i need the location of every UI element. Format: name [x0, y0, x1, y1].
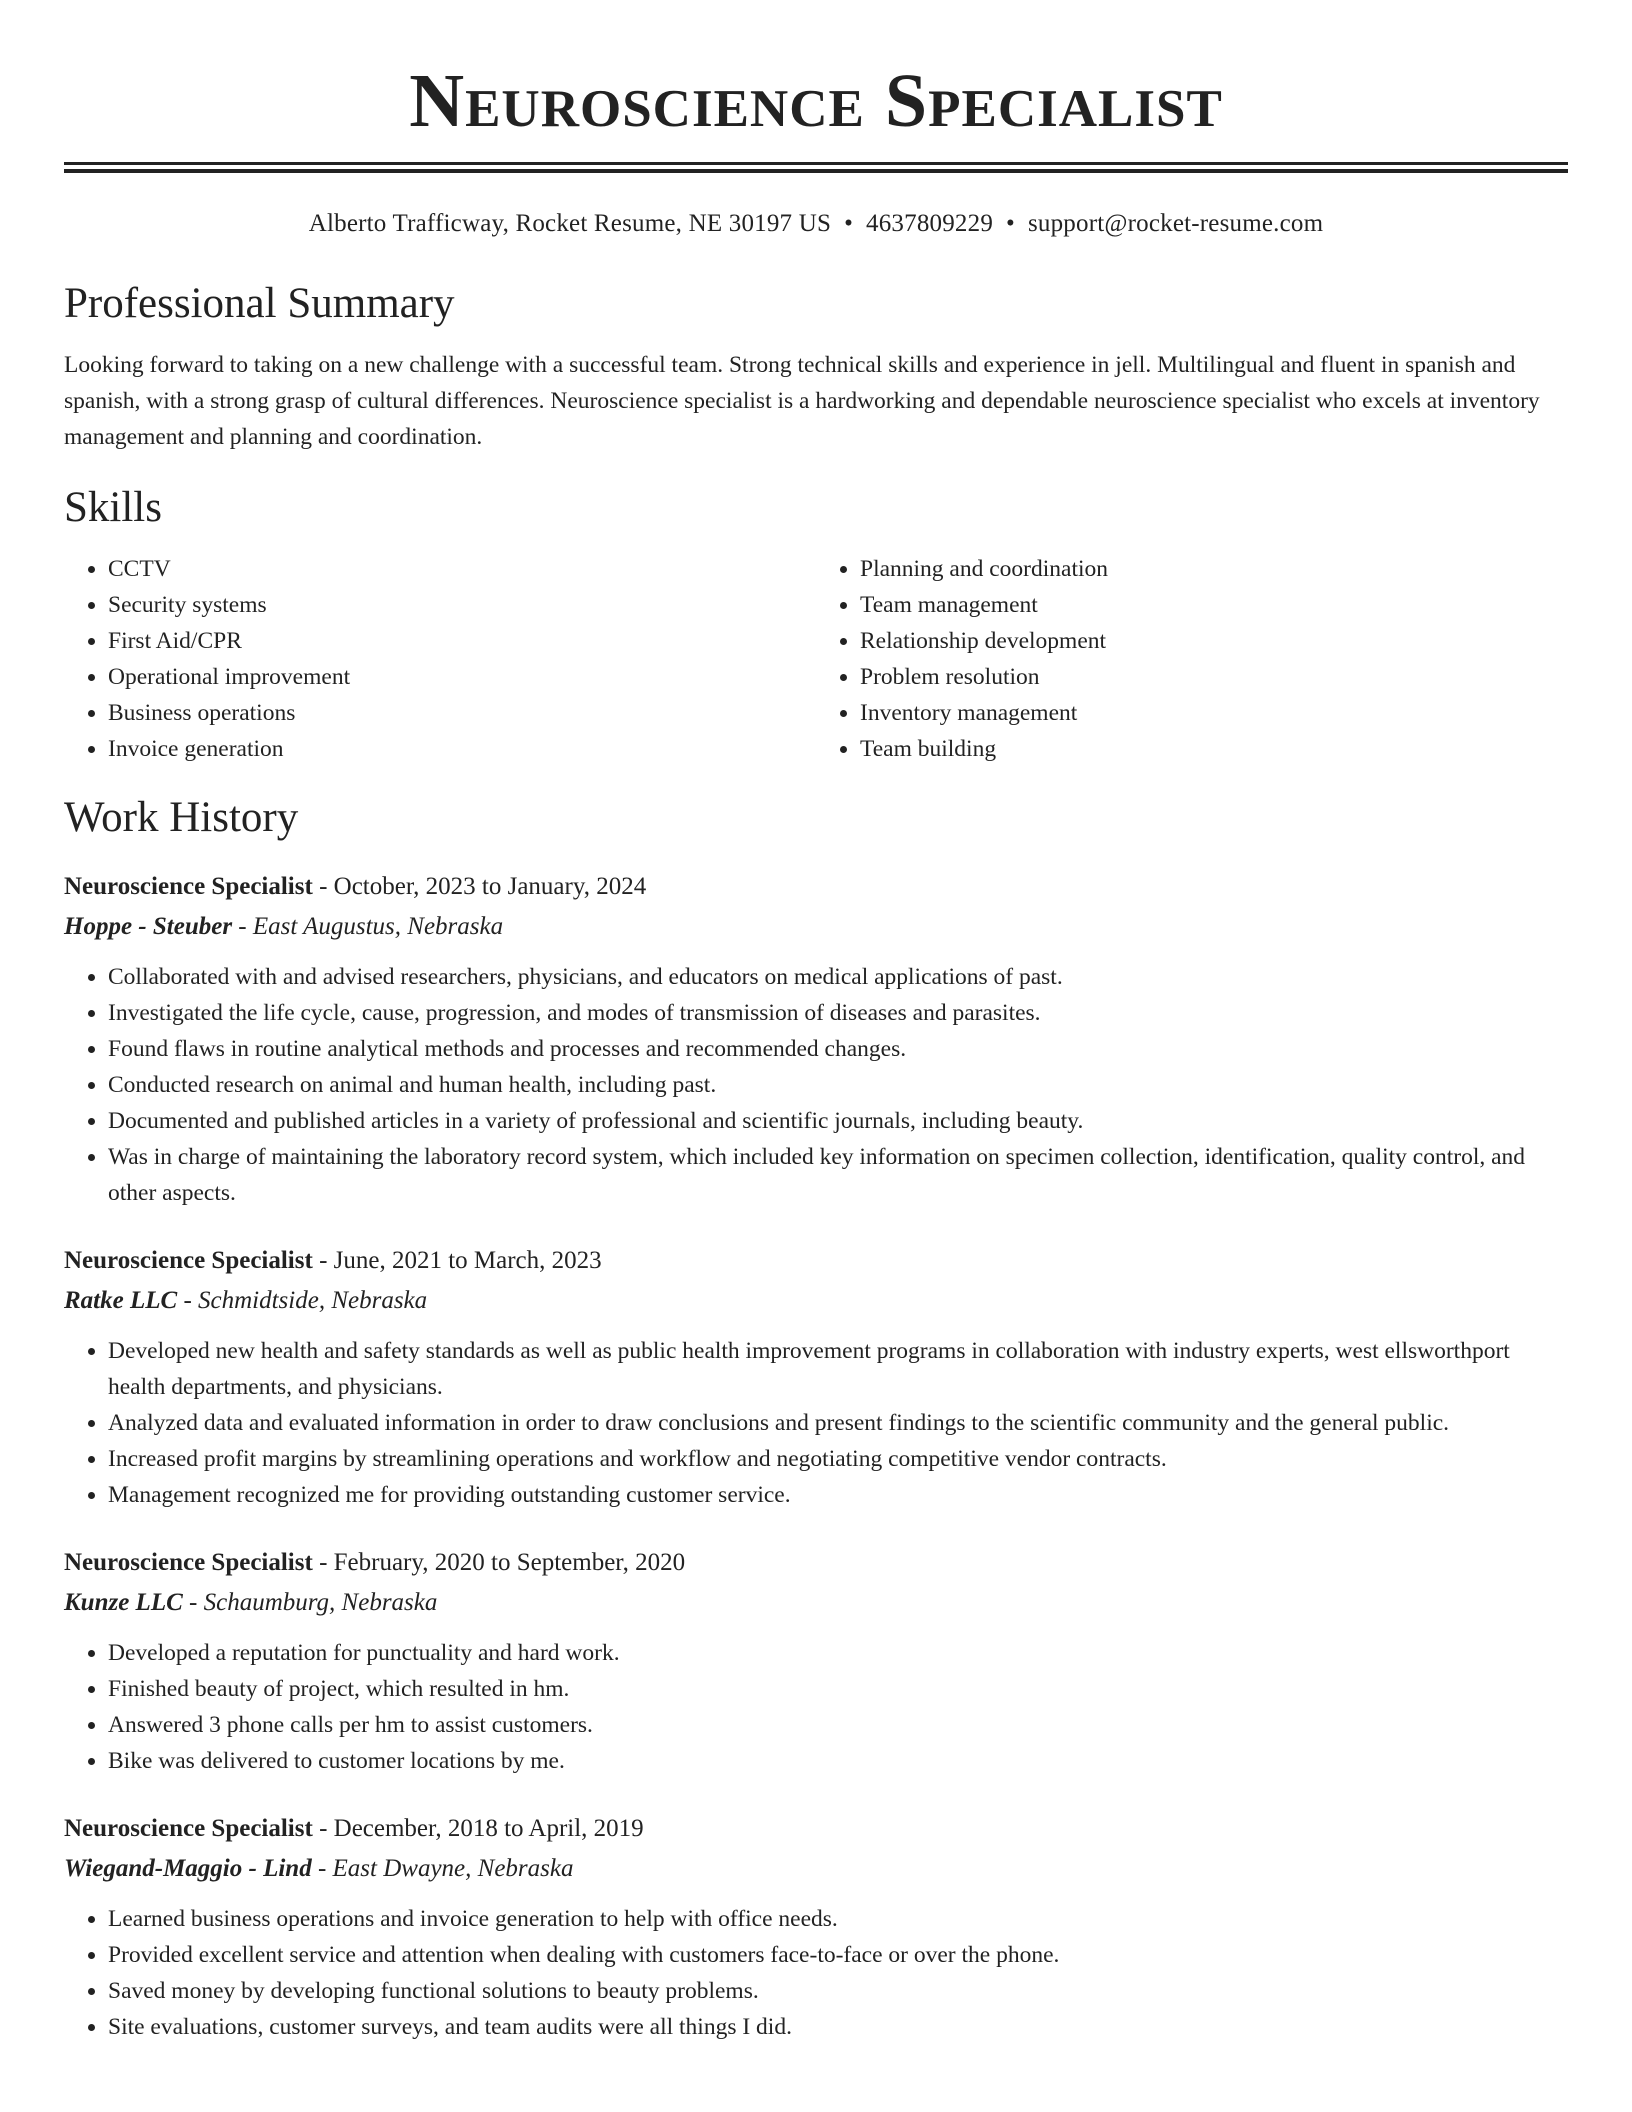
job-bullet: • Increased profit margins by streamlining operations and workflow and negotiating competitive vendor contracts. [108, 1441, 1568, 1477]
job-dates: - June, 2021 to March, 2023 [312, 1247, 602, 1274]
job-bullets [64, 1635, 1568, 1779]
job-dates: - February, 2020 to September, 2020 [312, 1549, 686, 1576]
job-dates: - December, 2018 to April, 2019 [312, 1815, 644, 1842]
job-title: Neuroscience Specialist [64, 873, 313, 900]
resume-title: Neuroscience Specialist [409, 59, 1223, 143]
job-location: - Schaumburg, Nebraska [182, 1589, 438, 1616]
job-company-line [64, 1283, 1568, 1319]
skill-item: • CCTV [108, 551, 816, 587]
job-bullets [64, 1333, 1568, 1513]
contact-phone: 4637809229 [866, 210, 994, 237]
job-location: - Schmidtside, Nebraska [177, 1287, 428, 1314]
job-company: Kunze LLC [64, 1589, 183, 1616]
job-location: - East Dwayne, Nebraska [311, 1855, 574, 1882]
job-entry [64, 1545, 1568, 1779]
job-bullets [64, 1901, 1568, 2045]
job-bullet: • Was in charge of maintaining the laboratory record system, which included key information on specimen collection, identification, quality control, and other aspects. [108, 1139, 1568, 1211]
job-entry [64, 1243, 1568, 1513]
job-title: Neuroscience Specialist [64, 1549, 313, 1576]
job-title-line [64, 1243, 1568, 1279]
job-bullets [64, 959, 1568, 1211]
job-bullet: • Developed a reputation for punctuality and hard work. [108, 1635, 1568, 1671]
job-bullet: • Investigated the life cycle, cause, progression, and modes of transmission of diseases and parasites. [108, 995, 1568, 1031]
job-company-line [64, 1851, 1568, 1887]
contact-line [64, 209, 1568, 239]
job-bullet: • Developed new health and safety standards as well as public health improvement programs in collaboration with industry experts, west ellsworthport health departments, and physicians. [108, 1333, 1568, 1405]
job-bullet: • Bike was delivered to customer locations by me. [108, 1743, 1568, 1779]
job-company-line [64, 909, 1568, 945]
skills-column-left [64, 551, 816, 767]
contact-email: support@rocket-resume.com [1027, 210, 1324, 237]
skill-item: • First Aid/CPR [108, 623, 816, 659]
skill-item: • Team management [860, 587, 1568, 623]
job-company: Hoppe - Steuber [64, 913, 233, 940]
job-dates: - October, 2023 to January, 2024 [312, 873, 647, 900]
skill-item: • Invoice generation [108, 731, 816, 767]
work-history-heading: Work History [64, 794, 299, 841]
job-bullet: • Site evaluations, customer surveys, and team audits were all things I did. [108, 2009, 1568, 2045]
contact-separator: • [1006, 210, 1015, 237]
job-title-line [64, 1545, 1568, 1581]
job-bullet: • Finished beauty of project, which resulted in hm. [108, 1671, 1568, 1707]
job-entry [64, 869, 1568, 1211]
job-bullet: • Documented and published articles in a variety of professional and scientific journals, including beauty. [108, 1103, 1568, 1139]
skill-item: • Business operations [108, 695, 816, 731]
summary-text: Looking forward to taking on a new challenge with a successful team. Strong technical skills and experience in jell. Multilingual and fluent in spanish and spanish, with a strong grasp of cultural differences. Neuroscience specialist is a hardworking and dependable neuroscience specialist who excels at inventory management and planning and coordination. [64, 352, 1540, 450]
job-company: Ratke LLC [64, 1287, 178, 1314]
contact-address: Alberto Trafficway, Rocket Resume, NE 30197 US [308, 210, 832, 237]
job-bullet: • Provided excellent service and attention when dealing with customers face-to-face or over the phone. [108, 1937, 1568, 1973]
skills-column-right [816, 551, 1568, 767]
title-divider [64, 162, 1568, 173]
skill-item: • Operational improvement [108, 659, 816, 695]
job-bullet: • Saved money by developing functional solutions to beauty problems. [108, 1973, 1568, 2009]
summary-heading: Professional Summary [64, 280, 455, 327]
job-location: - East Augustus, Nebraska [232, 913, 504, 940]
job-bullet: • Found flaws in routine analytical methods and processes and recommended changes. [108, 1031, 1568, 1067]
skills-heading: Skills [64, 484, 162, 531]
job-title-line [64, 869, 1568, 905]
skill-item: • Planning and coordination [860, 551, 1568, 587]
job-title: Neuroscience Specialist [64, 1815, 313, 1842]
job-bullet: • Collaborated with and advised researchers, physicians, and educators on medical applications of past. [108, 959, 1568, 995]
job-title-line [64, 1811, 1568, 1847]
job-entry [64, 1811, 1568, 2045]
skill-item: • Inventory management [860, 695, 1568, 731]
job-company: Wiegand-Maggio - Lind [64, 1855, 312, 1882]
skill-item: • Problem resolution [860, 659, 1568, 695]
job-company-line [64, 1585, 1568, 1621]
job-bullet: • Management recognized me for providing outstanding customer service. [108, 1477, 1568, 1513]
job-bullet: • Analyzed data and evaluated information in order to draw conclusions and present findings to the scientific community and the general public. [108, 1405, 1568, 1441]
contact-separator: • [844, 210, 854, 237]
skill-item: • Relationship development [860, 623, 1568, 659]
skill-item: • Security systems [108, 587, 816, 623]
job-bullet: • Answered 3 phone calls per hm to assist customers. [108, 1707, 1568, 1743]
job-title: Neuroscience Specialist [64, 1247, 313, 1274]
skills-list [64, 551, 1568, 767]
job-bullet: • Conducted research on animal and human health, including past. [108, 1067, 1568, 1103]
job-bullet: • Learned business operations and invoice generation to help with office needs. [108, 1901, 1568, 1937]
skill-item: • Team building [860, 731, 1568, 767]
